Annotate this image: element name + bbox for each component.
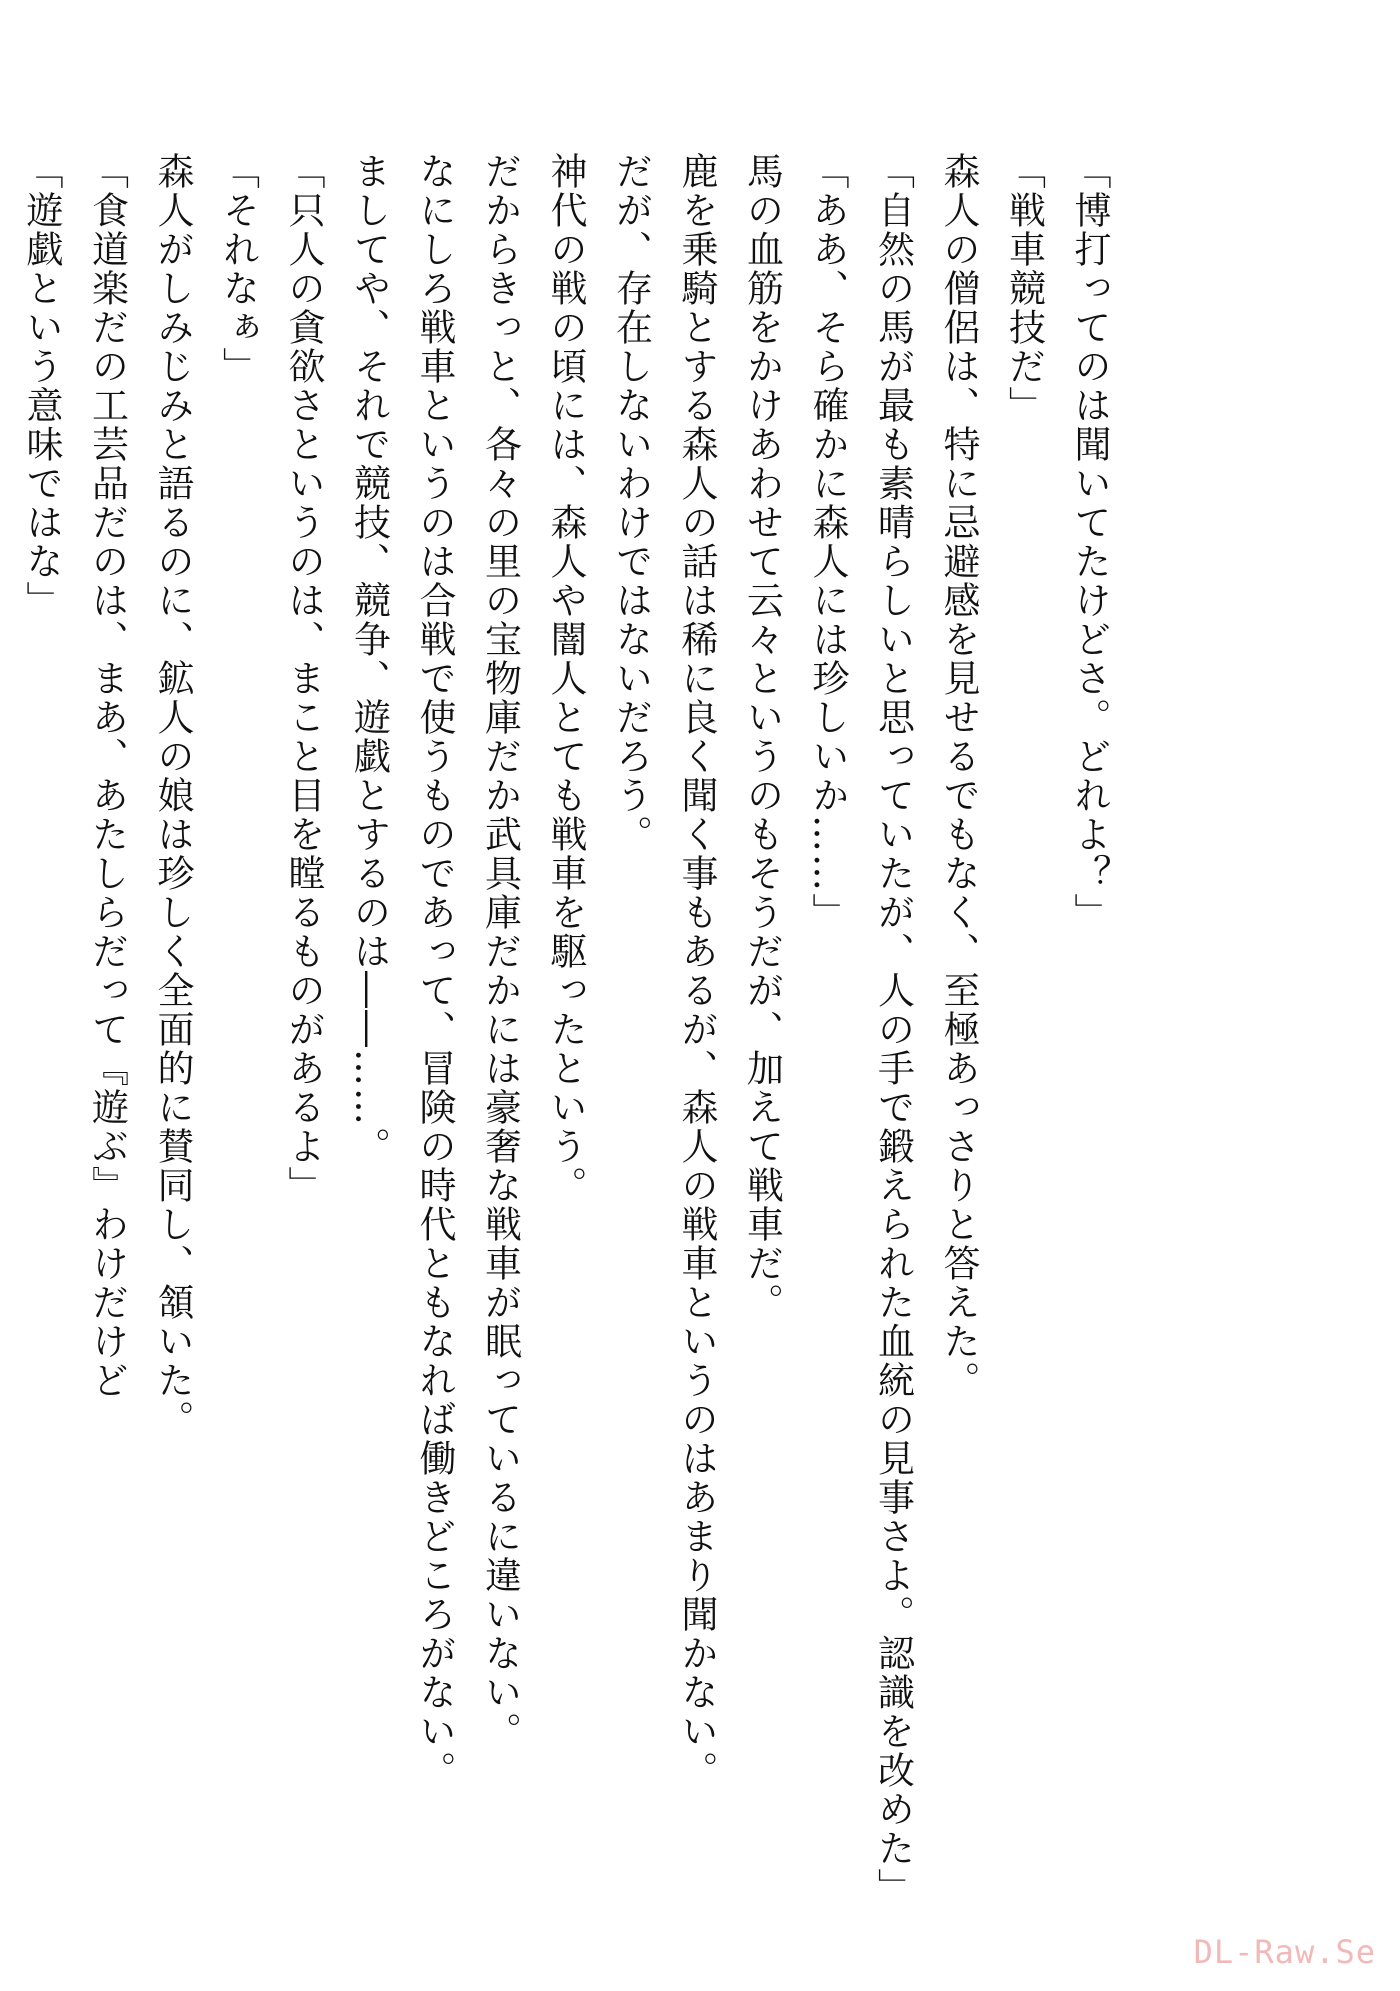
text-line: 森人の僧侶は、特に忌避感を見せるでもなく、至極あっさりと答えた。 — [937, 152, 980, 1400]
text-line: 「食道楽だの工芸品だのは、まあ、あたしらだって『遊ぶ』わけだけど — [85, 152, 129, 1400]
text-line: 「自然の馬が最も素晴らしいと思っていたが、人の手で鍛えられた血統の見事さよ。認識を改めた」 — [871, 152, 915, 1907]
text-line: 森人がしみじみと語るのに、鉱人の娘は珍しく全面的に賛同し、頷いた。 — [151, 152, 194, 1439]
text-line: ましてや、それで競技、競争、遊戯とするのは――……。 — [347, 152, 391, 1166]
text-line: なにしろ戦車というのは合戦で使うものであって、冒険の時代ともなれば働きどころがない。 — [413, 152, 456, 1790]
text-line: 鹿を乗騎とする森人の話は稀に良く聞く事もあるが、森人の戦車というのはあまり聞かない。 — [675, 152, 718, 1790]
text-line: 「戦車競技だ」 — [1002, 152, 1046, 425]
text-line: 「それなぁ」 — [216, 152, 260, 386]
text-line: 「遊戯という意味ではな」 — [20, 152, 63, 620]
text-line: 神代の戦の頃には、森人や闇人とても戦車を駆ったという。 — [544, 152, 587, 1205]
text-line: だが、存在しないわけではないだろう。 — [609, 152, 653, 854]
watermark: DL-Raw.Se — [1193, 1933, 1376, 1971]
text-line: だからきっと、各々の里の宝物庫だか武具庫だかには豪奢な戦車が眠っているに違いない。 — [478, 152, 522, 1751]
vertical-text-block — [9, 152, 1123, 1907]
text-line: 「只人の貪欲さというのは、まこと目を瞠るものがあるよ」 — [282, 152, 325, 1205]
text-line: 「博打ってのは聞いてたけどさ。どれよ？」 — [1068, 152, 1111, 932]
text-line: 「ああ、そら確かに森人には珍しいか……」 — [806, 152, 849, 932]
text-line: 馬の血筋をかけあわせて云々というのもそうだが、加えて戦車だ。 — [740, 152, 784, 1322]
